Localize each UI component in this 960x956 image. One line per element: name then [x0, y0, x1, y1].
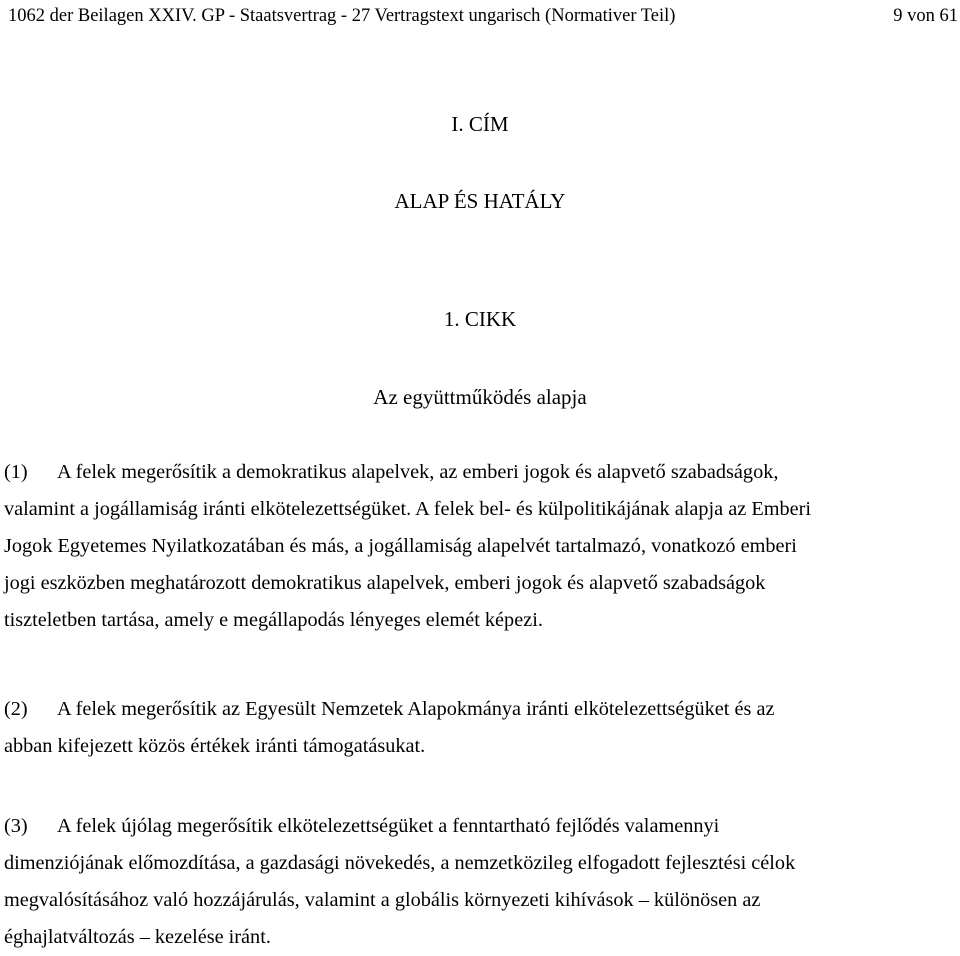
paragraph-line: [4, 808, 958, 845]
paragraph-number: (2): [4, 698, 28, 720]
section-subtitle: ALAP ÉS HATÁLY: [394, 189, 566, 213]
article-subject: Az együttműködés alapja: [373, 385, 587, 409]
paragraph-line: Jogok Egyetemes Nyilatkozatában és más, a jogállamiság alapelvét tartalmazó, vonatkozó emberi: [4, 535, 797, 557]
paragraph-number: (1): [4, 461, 28, 483]
paragraph-1: [4, 454, 958, 639]
paragraph-text: A felek megerősítik a demokratikus alapelvek, az emberi jogok és alapvető szabadságok,: [57, 461, 779, 483]
paragraph-3: [4, 808, 958, 956]
paragraph-number: (3): [4, 815, 28, 837]
paragraph-line: jogi eszközben meghatározott demokratikus alapelvek, emberi jogok és alapvető szabadságok: [4, 572, 766, 594]
paragraph-line: dimenziójának előmozdítása, a gazdasági növekedés, a nemzetközileg elfogadott fejlesztési célok: [4, 852, 796, 874]
paragraph-text: A felek megerősítik az Egyesült Nemzetek Alapokmánya iránti elkötelezettségüket és az: [57, 698, 775, 720]
article-number: 1. CIKK: [443, 307, 517, 331]
paragraph-text: A felek újólag megerősítik elkötelezettségüket a fenntartható fejlődés valamennyi: [57, 815, 720, 837]
paragraph-line: éghajlatváltozás – kezelése iránt.: [4, 926, 271, 948]
section-title: I. CÍM: [451, 112, 509, 136]
paragraph-2: [4, 691, 958, 765]
page-number: 9 von 61: [893, 6, 958, 26]
paragraph-line: valamint a jogállamiság iránti elkötelezettségüket. A felek bel- és külpolitikájának alapja az Emberi: [4, 498, 812, 520]
paragraph-line: [4, 454, 958, 491]
paragraph-line: tiszteletben tartása, amely e megállapodás lényeges elemét képezi.: [4, 609, 543, 631]
paragraph-line: [4, 691, 958, 728]
paragraph-line: abban kifejezett közös értékek iránti támogatásukat.: [4, 735, 426, 757]
document-reference: 1062 der Beilagen XXIV. GP - Staatsvertrag - 27 Vertragstext ungarisch (Normativer Teil): [8, 6, 676, 26]
paragraph-line: megvalósításához való hozzájárulás, valamint a globális környezeti kihívások – különösen az: [4, 889, 761, 911]
running-header: [0, 2, 958, 30]
